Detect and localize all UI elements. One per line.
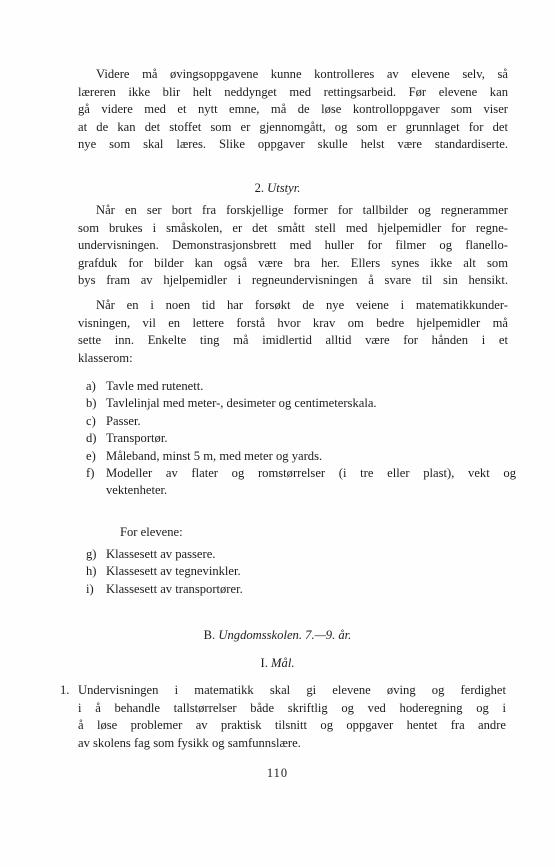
list-text: Måleband, minst 5 m, med meter og yards. bbox=[106, 448, 323, 463]
list-marker: a) bbox=[86, 379, 96, 393]
list-text: Klassesett av passere. bbox=[106, 547, 216, 561]
subsection-heading-mal bbox=[0, 656, 555, 671]
list-item bbox=[86, 546, 516, 563]
list-text bbox=[106, 465, 516, 500]
text-line: visningen, vil en lettere forstå hvor krav om bedre hjelpemidler må bbox=[78, 315, 508, 330]
section-grades: 7.—9. år. bbox=[305, 628, 352, 642]
list-text-line: Modeller av flater og romstørrelser (i tre eller plast), vekt og bbox=[106, 466, 516, 481]
item-body bbox=[78, 682, 506, 752]
list-text: Tavle med rutenett. bbox=[106, 379, 204, 393]
text-line: læreren ikke blir helt neddynget med rettingsarbeid. Før elevene kan bbox=[78, 84, 508, 99]
section-title: Utstyr. bbox=[267, 181, 301, 195]
page-number: 110 bbox=[266, 766, 289, 780]
goal-item-1 bbox=[60, 682, 506, 752]
list-item bbox=[86, 563, 516, 580]
list-marker: g) bbox=[86, 547, 97, 561]
section-heading-utstyr bbox=[0, 181, 555, 196]
text-line: Når en ser bort fra forskjellige former for tallbilder og regnerammer bbox=[96, 203, 508, 217]
list-marker: d) bbox=[86, 431, 97, 446]
list-marker: f) bbox=[86, 466, 95, 481]
text-line: å løse problemer av praktisk tilsnitt og oppgaver hentet fra andre bbox=[78, 718, 506, 733]
list-text-line: vektenheter. bbox=[106, 483, 168, 498]
numbered-item bbox=[60, 682, 506, 752]
text-line: i å behandle tallstørrelser både skriftlig og ved hoderegning og i bbox=[78, 700, 506, 715]
text-line: undervisningen. Demonstrasjonsbrett med huller for filmer og flanello- bbox=[78, 238, 508, 253]
text-line: sette inn. Enkelte ting må imidlertid alltid være for hånden i et bbox=[78, 333, 508, 348]
paragraph-equipment bbox=[78, 202, 508, 290]
section-number: 2. bbox=[254, 181, 265, 195]
item-number: 1. bbox=[60, 683, 70, 697]
list-item bbox=[86, 465, 516, 500]
text-line: bys fram av hjelpemidler i regneundervisningen å svare til sin hensikt. bbox=[78, 273, 508, 288]
list-marker: c) bbox=[86, 413, 96, 428]
list-marker: i) bbox=[86, 581, 94, 596]
text-line: gå videre med et nytt emne, må de løse kontrolloppgaver som viser bbox=[78, 102, 508, 117]
list-text: Tavlelinjal med meter-, desimeter og centimeterskala. bbox=[106, 396, 377, 411]
text-line: Når en i noen tid har forsøkt de nye veiene i matematikkunder- bbox=[96, 298, 508, 312]
list-item bbox=[86, 430, 516, 447]
list-item bbox=[86, 448, 516, 465]
list-item bbox=[86, 378, 516, 395]
subsection-title: Mål. bbox=[271, 656, 295, 670]
text-line: som brukes i småskolen, er det smått stell med hjelpemidler for regne- bbox=[78, 220, 508, 235]
text-line: at de kan det stoffet som er gjennomgått, og som er grunnlaget for det bbox=[78, 119, 508, 134]
text-line: av skolens fag som fysikk og samfunnslære. bbox=[78, 735, 301, 750]
list-marker: b) bbox=[86, 396, 97, 411]
subsection-numeral: I. bbox=[260, 656, 268, 670]
text-line: Videre må øvingsoppgavene kunne kontrolleres av elevene selv, så bbox=[96, 67, 508, 81]
students-heading bbox=[120, 524, 550, 541]
section-title: Ungdomsskolen. bbox=[218, 628, 302, 642]
list-text: Klassesett av transportører. bbox=[106, 581, 243, 596]
student-equipment-list bbox=[86, 546, 516, 598]
text-line: grafduk for bilder kan også være bra her. Ellers synes ikke alt som bbox=[78, 255, 508, 270]
list-marker: e) bbox=[86, 448, 96, 463]
section-letter: B. bbox=[203, 628, 216, 642]
list-item bbox=[86, 413, 516, 430]
students-heading-text: For elevene: bbox=[120, 525, 183, 539]
text-line: klasserom: bbox=[78, 350, 133, 365]
list-item bbox=[86, 395, 516, 412]
list-text: Passer. bbox=[106, 413, 141, 428]
list-text: Transportør. bbox=[106, 431, 168, 446]
paragraph-exercises bbox=[78, 66, 508, 154]
paragraph-requirements bbox=[78, 297, 508, 367]
list-item bbox=[86, 581, 516, 598]
text-line: nye som skal læres. Slike oppgaver skulle helst være standardiserte. bbox=[78, 137, 508, 152]
text-line: Undervisningen i matematikk skal gi elevene øving og ferdighet bbox=[78, 683, 506, 697]
classroom-equipment-list bbox=[86, 378, 516, 500]
section-heading-ungdomsskolen bbox=[0, 628, 555, 643]
list-text: Klassesett av tegnevinkler. bbox=[106, 564, 241, 579]
list-marker: h) bbox=[86, 564, 97, 579]
